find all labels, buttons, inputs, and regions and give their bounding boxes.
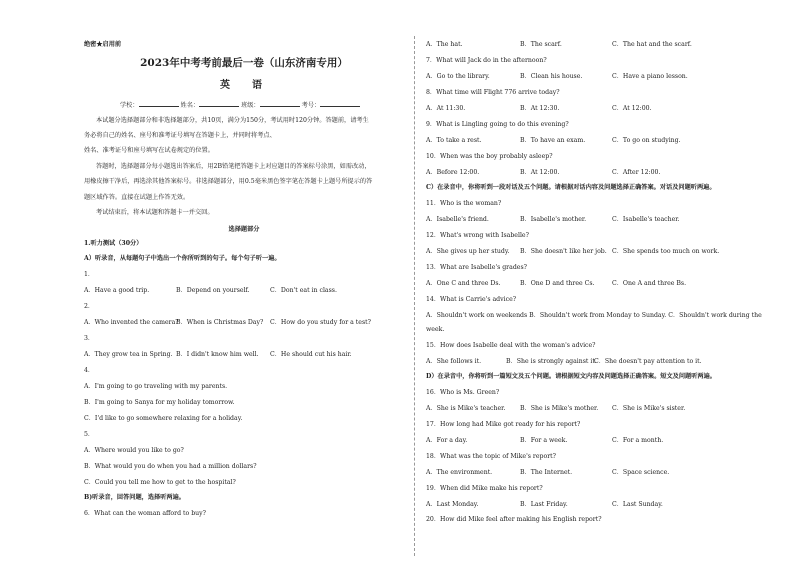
q2-option-a[interactable]: A．Who invented the camera? (84, 319, 179, 326)
q9-question: 9．What is Lingling going to do this evening? (426, 121, 569, 128)
part1-heading: 1.听力测试（30分） (84, 240, 143, 247)
q11-option-a[interactable]: A．Isabelle's friend. (426, 216, 489, 223)
instruction-line: 务必将自己的姓名、座号和准考证号填写在答题卡上，并同时将考点、 (84, 132, 276, 139)
instruction-line: 用橡皮擦干净后，再选涂其他答案标号。非选择题部分，用0.5毫米黑色签字笔在答题卡上题号所提示的答 (84, 178, 373, 185)
q5-option-b[interactable]: B．What would you do when you had a million dollars? (84, 463, 257, 470)
q7-question: 7．What will Jack do in the afternoon? (426, 57, 547, 64)
q13-option-b[interactable]: B．One D and three Cs. (520, 280, 595, 287)
q12-option-a[interactable]: A．She gives up her study. (426, 248, 510, 255)
q13-question: 13．What are Isabelle's grades? (426, 264, 527, 271)
q15-option-b[interactable]: B．She is strongly against it. (506, 358, 597, 365)
q17-option-a[interactable]: A．For a day. (426, 437, 468, 444)
q18-option-b[interactable]: B．The Internet. (520, 469, 573, 476)
q19-option-a[interactable]: A．Last Monday. (426, 501, 479, 508)
examno-label: 考号： (301, 102, 321, 109)
instruction-line: 答题时，选择题部分每小题选出答案后，用2B铅笔把答题卡上对应题目的答案标号涂黑，如需改动， (96, 163, 371, 170)
q1-option-a[interactable]: A．Have a good trip. (84, 287, 150, 294)
school-label: 学校： (120, 102, 139, 109)
q10-option-c[interactable]: C．After 12:00. (612, 169, 661, 176)
section-title: 选择题部分 (228, 226, 260, 233)
q17-option-b[interactable]: B．For a week. (520, 437, 568, 444)
q11-question: 11．Who is the woman? (426, 200, 502, 207)
q6-option-a[interactable]: A．The hat. (426, 41, 463, 48)
q18-question: 18．What was the topic of Mike's report? (426, 453, 556, 460)
q3-option-b[interactable]: B．I didn't know him well. (176, 351, 259, 358)
partB-heading: B)听录音，回答问题，选择听两遍。 (84, 494, 185, 501)
q3-number: 3． (84, 335, 95, 342)
q4-option-c[interactable]: C．I'd like to go somewhere relaxing for a holiday. (84, 415, 243, 422)
q4-option-a[interactable]: A．I'm going to go traveling with my parents. (84, 383, 228, 390)
q10-option-b[interactable]: B．At 12:00. (520, 169, 560, 176)
q3-option-a[interactable]: A．They grow tea in Spring. (84, 351, 173, 358)
q11-option-c[interactable]: C．Isabelle's teacher. (612, 216, 680, 223)
instruction-line: 考试结束后，将本试题和答题卡一并交回。 (96, 209, 214, 216)
examno-field[interactable] (320, 101, 360, 107)
partA-heading: A）听录音，从每题句子中选出一个你所听到的句子。每个句子听一遍。 (84, 255, 281, 262)
name-label: 姓名： (180, 102, 200, 109)
q8-question: 8．What time will Flight 776 arrive today? (426, 89, 560, 96)
q9-option-c[interactable]: C．To go on studying. (612, 137, 681, 144)
q18-option-a[interactable]: A．The environment. (426, 469, 493, 476)
q7-option-b[interactable]: B．Clean his house. (520, 73, 583, 80)
name-field[interactable] (199, 101, 239, 107)
q15-question: 15．How does Isabelle deal with the woman's advice? (426, 342, 596, 349)
q4-number: 4． (84, 367, 95, 374)
q13-option-c[interactable]: C．One A and three Bs. (612, 280, 687, 287)
q14-options[interactable]: A．Shouldn't work on weekends B．Shouldn't work from Monday to Sunday. C．Shouldn't work during the (426, 312, 762, 319)
q14-options-cont: week. (426, 326, 445, 333)
q4-option-b[interactable]: B．I'm going to Sanya for my holiday tomorrow. (84, 399, 235, 406)
q1-option-b[interactable]: B．Depend on yourself. (176, 287, 250, 294)
q19-option-b[interactable]: B．Last Friday. (520, 501, 568, 508)
q6-option-c[interactable]: C．The hat and the scarf. (612, 41, 692, 48)
school-field[interactable] (139, 101, 179, 107)
secret-label: 绝密★启用前 (84, 41, 122, 48)
class-label: 班级： (241, 102, 260, 109)
instruction-line: 题区域作答。直接在试题上作答无效。 (84, 194, 190, 201)
q6-option-b[interactable]: B．The scarf. (520, 41, 562, 48)
q13-option-a[interactable]: A．One C and three Ds. (426, 280, 501, 287)
q10-option-a[interactable]: A．Before 12:00. (426, 169, 480, 176)
q17-option-c[interactable]: C．For a month. (612, 437, 664, 444)
q12-option-b[interactable]: B．She doesn't like her job. (520, 248, 607, 255)
q15-option-c[interactable]: C．She doesn't pay attention to it. (594, 358, 702, 365)
q15-option-a[interactable]: A．She follows it. (426, 358, 482, 365)
q3-option-c[interactable]: C．He should cut his hair. (270, 351, 352, 358)
q6-question: 6．What can the woman afford to buy? (84, 510, 206, 517)
q12-option-c[interactable]: C．She spends too much on work. (612, 248, 720, 255)
exam-title: 2023年中考考前最后一卷（山东济南专用） (140, 57, 348, 69)
q5-option-a[interactable]: A．Where would you like to go? (84, 447, 184, 454)
column-divider (414, 36, 415, 556)
q19-question: 19．When did Mike make his report? (426, 485, 543, 492)
q16-question: 16．Who is Ms. Green? (426, 389, 500, 396)
q16-option-b[interactable]: B．She is Mike's mother. (520, 405, 599, 412)
q2-option-b[interactable]: B．When is Christmas Day? (176, 319, 264, 326)
q5-number: 5． (84, 431, 95, 438)
partD-heading: D）在录音中，你将听到一篇短文及五个问题。请根据短文内容及问题选择正确答案。短文及问题听两遍。 (426, 373, 716, 380)
q20-question: 20．How did Mike feel after making his English report? (426, 516, 602, 523)
q1-option-c[interactable]: C．Don't eat in class. (270, 287, 337, 294)
q8-option-a[interactable]: A．At 11:30. (426, 105, 466, 112)
student-info-row (120, 101, 360, 109)
subject-title: 英 语 (220, 80, 268, 91)
q11-option-b[interactable]: B．Isabelle's mother. (520, 216, 587, 223)
q12-question: 12．What's wrong with Isabelle? (426, 232, 529, 239)
q16-option-a[interactable]: A．She is Mike's teacher. (426, 405, 506, 412)
q10-question: 10．When was the boy probably asleep? (426, 153, 553, 160)
q7-option-c[interactable]: C．Have a piano lesson. (612, 73, 688, 80)
instruction-line: 本试题分选择题部分和非选择题部分，共10页，满分为150分，考试用时120分钟。答题前，请考生 (96, 117, 369, 124)
partC-heading: C）在录音中，你将听到一段对话及五个问题。请根据对话内容及问题选择正确答案。对话及问题听两遍。 (426, 184, 716, 191)
q7-option-a[interactable]: A．Go to the library. (426, 73, 490, 80)
q19-option-c[interactable]: C．Last Sunday. (612, 501, 663, 508)
q17-question: 17．How long had Mike got ready for his report? (426, 421, 581, 428)
q18-option-c[interactable]: C．Space science. (612, 469, 670, 476)
q8-option-c[interactable]: C．At 12:00. (612, 105, 652, 112)
q8-option-b[interactable]: B．At 12:30. (520, 105, 560, 112)
q9-option-a[interactable]: A．To take a rest. (426, 137, 482, 144)
q2-option-c[interactable]: C．How do you study for a test? (270, 319, 371, 326)
q14-question: 14．What is Carrie's advice? (426, 296, 517, 303)
q2-number: 2． (84, 303, 95, 310)
instruction-line: 姓名、准考证号和座号填写在试卷规定的位置。 (84, 147, 214, 154)
q9-option-b[interactable]: B．To have an exam. (520, 137, 586, 144)
q5-option-c[interactable]: C．Could you tell me how to get to the hospital? (84, 479, 236, 486)
q1-number: 1． (84, 271, 95, 278)
class-field[interactable] (260, 101, 300, 107)
q16-option-c[interactable]: C．She is Mike's sister. (612, 405, 686, 412)
